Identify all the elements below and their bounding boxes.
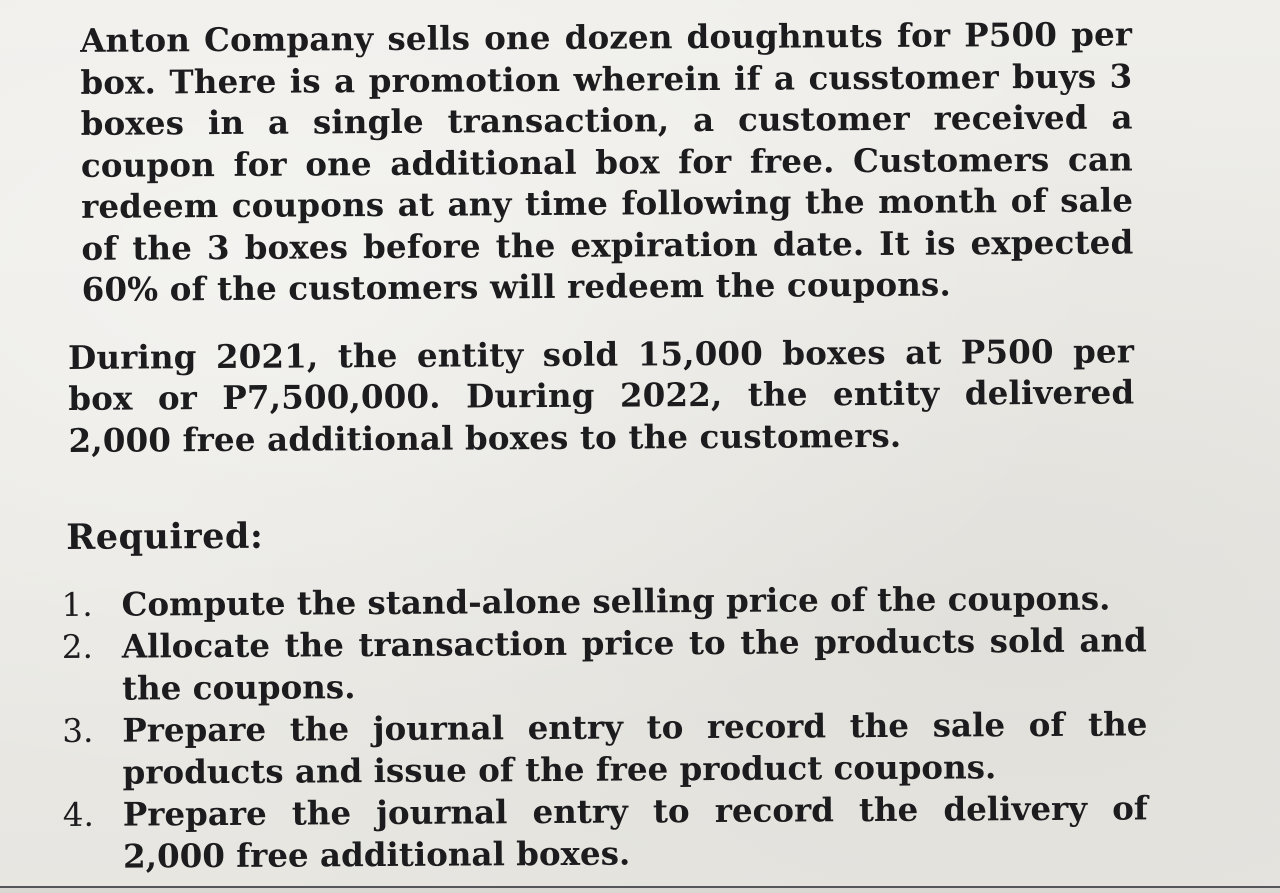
requirement-text: Compute the stand-alone selling price of the coupons.: [121, 578, 1111, 624]
sales-data-paragraph: During 2021, the entity sold 15,000 boxes at P500 per box or P7,500,000. During 2022, the entity delivered 2,000 free additional boxes to the customers.: [67, 330, 1135, 460]
requirement-item: [62, 703, 1147, 794]
requirement-text: Allocate the transaction price to the products sold and the coupons.: [121, 620, 1147, 708]
page-bottom-edge: [0, 888, 1280, 893]
requirement-item: [63, 787, 1148, 878]
requirement-text: Prepare the journal entry to record the sale of the products and issue of the free product coupons.: [122, 704, 1148, 792]
problem-intro-paragraph: Anton Company sells one dozen doughnuts for P500 per box. There is a promotion wherein if a cusstomer buys 3 boxes in a single transaction, a customer received a coupon for one additional box for free. Customers can redeem coupons at any time following the month of sale of the 3 boxes before the expiration date. It is expected 60% of the customers will redeem the coupons.: [80, 14, 1134, 309]
requirement-text: Prepare the journal entry to record the delivery of 2,000 free additional boxes.: [122, 788, 1148, 876]
requirement-number: 3.: [62, 711, 94, 750]
requirements-list: [61, 577, 1148, 878]
required-heading: Required:: [66, 515, 264, 558]
requirement-item: [62, 619, 1147, 710]
requirement-number: 1.: [61, 585, 93, 624]
requirement-number: 2.: [61, 627, 93, 666]
textbook-page: [58, 13, 1148, 878]
requirement-item: [61, 577, 1146, 626]
requirement-number: 4.: [62, 795, 94, 834]
